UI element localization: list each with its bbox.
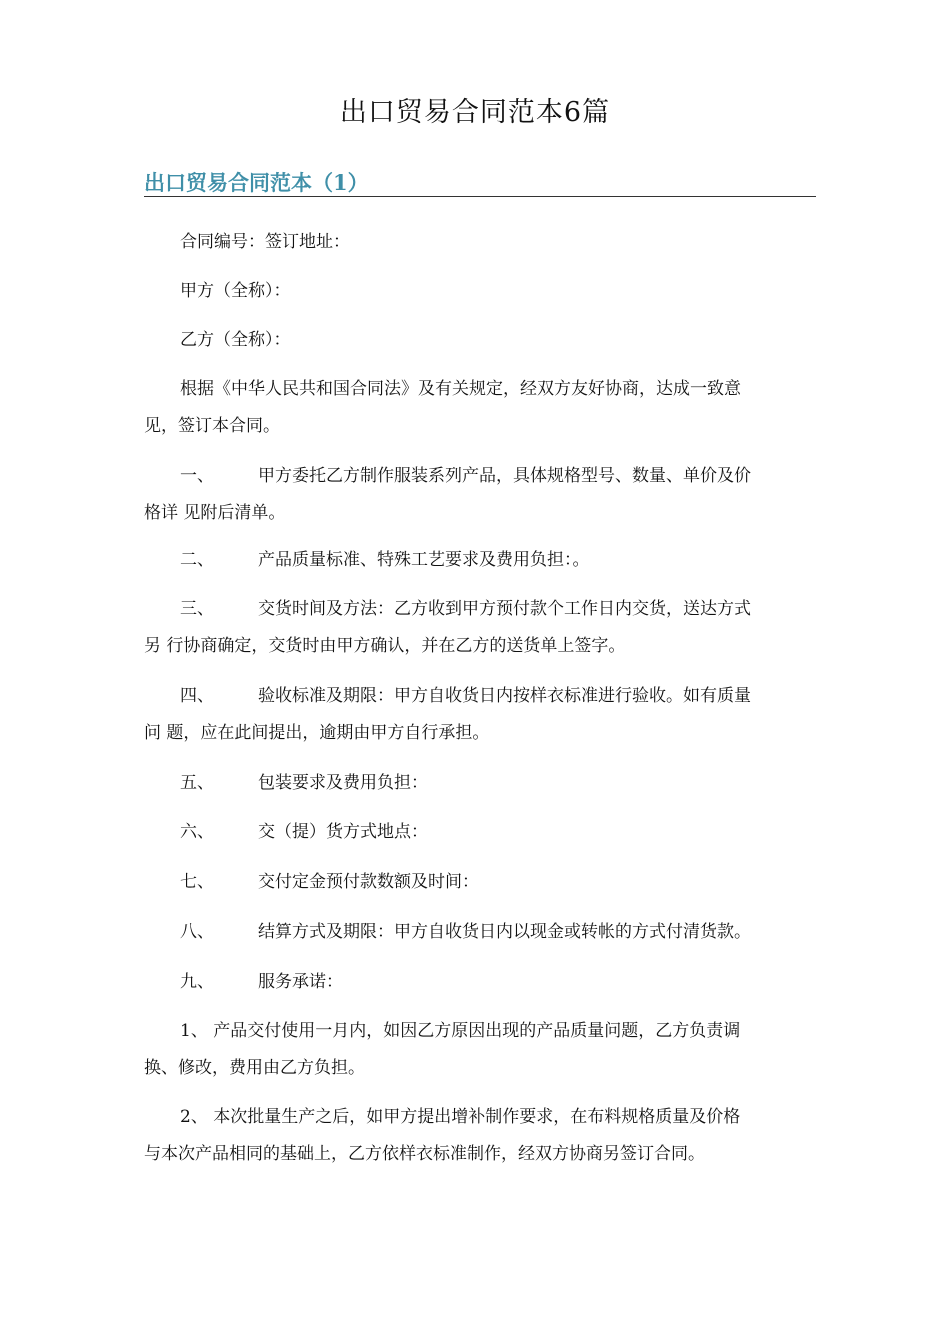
- clause-5: [144, 765, 816, 802]
- clause-number: 三、: [180, 599, 214, 619]
- clause-1: [144, 458, 816, 495]
- clause-text: 验收标准及期限：甲方自收货日内按样衣标准进行验收。如有质量: [258, 686, 751, 706]
- clause-8: [144, 914, 816, 951]
- clause-number: 六、: [180, 822, 214, 842]
- party-a-line: 甲方（全称）：: [180, 281, 291, 301]
- commitment-2: 2、 本次批量生产之后，如甲方提出增补制作要求，在布料规格质量及价格: [180, 1107, 741, 1127]
- clause-4: [144, 678, 816, 715]
- clause-text: 服务承诺：: [258, 972, 343, 992]
- clause-7: [144, 864, 816, 901]
- clause-number: 五、: [180, 773, 214, 793]
- clause-number: 四、: [180, 686, 214, 706]
- section-heading: 出口贸易合同范本（1）: [144, 168, 816, 197]
- clause-text: 交付定金预付款数额及时间：: [258, 872, 479, 892]
- clause-1-continuation: 格详 见附后清单。: [144, 503, 286, 523]
- commitment-2-continuation: 与本次产品相同的基础上，乙方依样衣标准制作，经双方协商另签订合同。: [144, 1144, 705, 1164]
- clause-text: 交货时间及方法：乙方收到甲方预付款个工作日内交货，送达方式: [258, 599, 751, 619]
- clause-3-continuation: 另 行协商确定，交货时由甲方确认，并在乙方的送货单上签字。: [144, 636, 626, 656]
- clause-text: 甲方委托乙方制作服装系列产品，具体规格型号、数量、单价及价: [258, 466, 751, 486]
- document-title: 出口贸易合同范本6篇: [339, 97, 611, 128]
- clause-number: 二、: [180, 550, 214, 570]
- clause-number: 八、: [180, 922, 214, 942]
- clause-9: [144, 964, 816, 1001]
- clause-text: 包装要求及费用负担：: [258, 773, 428, 793]
- preamble-line-1: 根据《中华人民共和国合同法》及有关规定，经双方友好协商，达成一致意: [180, 379, 741, 399]
- clause-4-continuation: 问 题，应在此间提出，逾期由甲方自行承担。: [144, 723, 490, 743]
- preamble-line-2: 见，签订本合同。: [144, 416, 280, 436]
- clause-number: 七、: [180, 872, 214, 892]
- contract-number-line: 合同编号：签订地址：: [180, 232, 350, 252]
- commitment-1: 1、 产品交付使用一月内，如因乙方原因出现的产品质量问题，乙方负责调: [180, 1021, 741, 1041]
- commitment-1-continuation: 换、修改，费用由乙方负担。: [144, 1058, 365, 1078]
- clause-text: 交（提）货方式地点：: [258, 822, 428, 842]
- clause-6: [144, 814, 816, 851]
- clause-3: [144, 591, 816, 628]
- party-b-line: 乙方（全称）：: [180, 330, 291, 350]
- clause-number: 一、: [180, 466, 214, 486]
- clause-2: [144, 542, 816, 579]
- clause-text: 结算方式及期限：甲方自收货日内以现金或转帐的方式付清货款。: [258, 922, 751, 942]
- clause-number: 九、: [180, 972, 214, 992]
- clause-text: 产品质量标准、特殊工艺要求及费用负担：。: [258, 550, 590, 570]
